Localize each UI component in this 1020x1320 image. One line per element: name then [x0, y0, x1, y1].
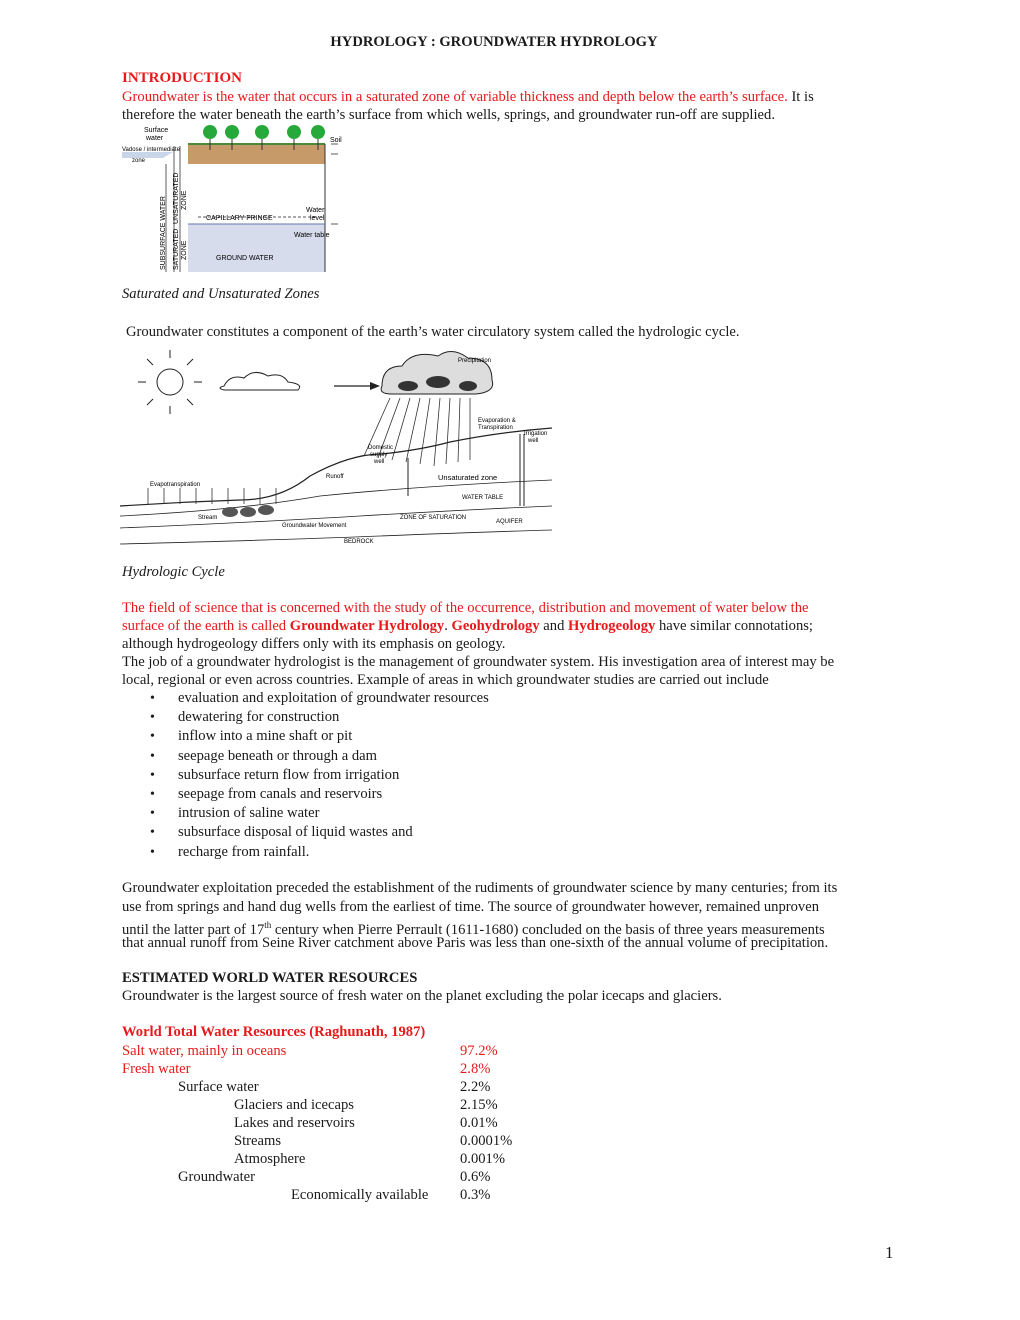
field-line-3: although hydrogeology differs only with its emphasis on geology.	[122, 636, 506, 652]
svg-text:BEDROCK: BEDROCK	[344, 539, 374, 545]
list-item: • inflow into a mine shaft or pit	[150, 727, 489, 746]
term-groundwater-hydrology: Groundwater Hydrology	[289, 618, 445, 634]
list-item: • subsurface return flow from irrigation	[150, 766, 489, 785]
tree-icons	[203, 125, 325, 139]
list-item: • subsurface disposal of liquid wastes and	[150, 823, 489, 842]
term-geohydrology: Geohydrology	[451, 618, 540, 634]
history-line-2: use from springs and hand dug wells from the earliest of time. The source of groundwater however, remained unproven	[122, 899, 820, 915]
resource-value: 2.15%	[460, 1097, 498, 1113]
svg-text:level: level	[310, 215, 325, 222]
resource-value: 2.8%	[460, 1061, 491, 1077]
history-line-4: that annual runoff from Seine River catchment above Paris was less than one-sixth of the annual volume of precipitation.	[122, 935, 829, 951]
svg-text:AQUIFER: AQUIFER	[496, 519, 523, 525]
svg-text:Runoff: Runoff	[326, 474, 344, 480]
svg-text:Water: Water	[306, 207, 325, 214]
svg-text:ZONE OF SATURATION: ZONE OF SATURATION	[400, 515, 467, 521]
resource-label: Glaciers and icecaps	[234, 1097, 354, 1113]
hydrologic-cycle-figure	[120, 346, 552, 552]
svg-text:ZONE: ZONE	[181, 240, 188, 260]
intro-line-1-tail: It is	[787, 89, 814, 105]
svg-text:well: well	[374, 459, 385, 465]
list-item: • recharge from rainfall.	[150, 843, 489, 862]
resource-label: Atmosphere	[234, 1151, 306, 1167]
svg-text:supply: supply	[370, 452, 388, 458]
svg-text:zone: zone	[132, 158, 146, 164]
svg-text:SUBSURFACE WATER: SUBSURFACE WATER	[160, 196, 167, 270]
list-item: • seepage from canals and reservoirs	[150, 785, 489, 804]
page-number: 1	[885, 1243, 894, 1262]
resource-value: 0.3%	[460, 1187, 491, 1203]
intro-definition: Groundwater is the water that occurs in a saturated zone of variable thickness and depth below the earth’s surface.	[122, 89, 788, 105]
resource-value: 2.2%	[460, 1079, 491, 1095]
svg-text:Evapotranspiration: Evapotranspiration	[150, 482, 201, 488]
list-item: • evaluation and exploitation of groundwater resources	[150, 689, 489, 708]
estimated-heading: ESTIMATED WORLD WATER RESOURCES	[122, 970, 418, 986]
intro-line-2: therefore the water beneath the earth’s surface from which wells, springs, and groundwater run-off are supplied.	[122, 107, 775, 123]
surface-water-label: Surface water	[144, 127, 169, 142]
svg-text:Soil: Soil	[330, 137, 342, 144]
resource-label: Economically available	[291, 1187, 429, 1203]
resource-label: Surface water	[178, 1079, 259, 1095]
sun-icon	[138, 350, 202, 414]
resource-value: 97.2%	[460, 1043, 498, 1059]
svg-text:Water table: Water table	[294, 232, 330, 239]
resource-label: Streams	[234, 1133, 282, 1149]
resource-value: 0.01%	[460, 1115, 498, 1131]
resource-value: 0.0001%	[460, 1133, 513, 1149]
svg-text:Unsaturated zone: Unsaturated zone	[438, 473, 498, 482]
history-line-3: until the latter part of 17th century when Pierre Perrault (1611-1680) concluded on the basis of three years measurements	[122, 920, 825, 938]
field-line-2: surface of the earth is called Groundwater Hydrology. Geohydrology and Hydrogeology have similar connotations;	[122, 618, 813, 634]
svg-text:ZONE: ZONE	[181, 190, 188, 210]
list-item: • seepage beneath or through a dam	[150, 747, 489, 766]
soil-layer	[188, 144, 325, 164]
resource-label: Groundwater	[178, 1169, 255, 1185]
resource-value: 0.6%	[460, 1169, 491, 1185]
svg-text:GROUND WATER: GROUND WATER	[216, 255, 274, 262]
resource-label: Fresh water	[122, 1061, 191, 1077]
term-hydrogeology: Hydrogeology	[568, 618, 656, 634]
svg-text:Irrigation: Irrigation	[524, 431, 548, 437]
document-title: HYDROLOGY : GROUNDWATER HYDROLOGY	[330, 34, 658, 50]
svg-text:CAPILLARY FRINGE: CAPILLARY FRINGE	[206, 215, 273, 222]
resource-label: Lakes and reservoirs	[234, 1115, 355, 1131]
estimated-text: Groundwater is the largest source of fresh water on the planet excluding the polar icecaps and glaciers.	[122, 988, 722, 1004]
resources-heading: World Total Water Resources (Raghunath, 1987)	[122, 1024, 426, 1040]
svg-text:well: well	[528, 438, 539, 444]
svg-text:Vadose / intermediate: Vadose / intermediate	[122, 147, 180, 153]
figure-1-caption: Saturated and Unsaturated Zones	[122, 286, 320, 302]
list-item: • dewatering for construction	[150, 708, 489, 727]
svg-text:WATER TABLE: WATER TABLE	[462, 495, 504, 501]
field-line-1: The field of science that is concerned with the study of the occurrence, distribution and movement of water below the	[122, 600, 809, 616]
resource-value: 0.001%	[460, 1151, 505, 1167]
cycle-intro-text: Groundwater constitutes a component of the earth’s water circulatory system called the hydrologic cycle.	[126, 324, 740, 340]
field-line-5: local, regional or even across countries. Example of areas in which groundwater studies are carried out include	[122, 672, 769, 688]
svg-text:Domestic: Domestic	[368, 445, 394, 451]
svg-text:Groundwater Movement: Groundwater Movement	[282, 523, 347, 529]
saturated-zones-figure	[118, 124, 358, 276]
svg-text:Transpiration: Transpiration	[478, 425, 513, 431]
intro-line-1	[122, 88, 814, 106]
cloud-icon	[220, 372, 300, 390]
figure-2-caption: Hydrologic Cycle	[122, 564, 225, 580]
list-item: • intrusion of saline water	[150, 804, 489, 823]
svg-text:Evaporation &: Evaporation &	[478, 418, 516, 424]
field-line-4: The job of a groundwater hydrologist is the management of groundwater system. His investigation area of interest may be	[122, 654, 835, 670]
svg-text:Precipitation: Precipitation	[458, 358, 492, 364]
study-areas-list	[150, 689, 489, 862]
svg-text:Stream: Stream	[198, 515, 218, 521]
history-line-1: Groundwater exploitation preceded the establishment of the rudiments of groundwater science by many centuries; from its	[122, 880, 838, 896]
svg-text:UNSATURATED: UNSATURATED	[173, 172, 180, 224]
resource-label: Salt water, mainly in oceans	[122, 1043, 287, 1059]
introduction-heading: INTRODUCTION	[122, 70, 243, 86]
svg-text:SATURATED: SATURATED	[173, 228, 180, 270]
